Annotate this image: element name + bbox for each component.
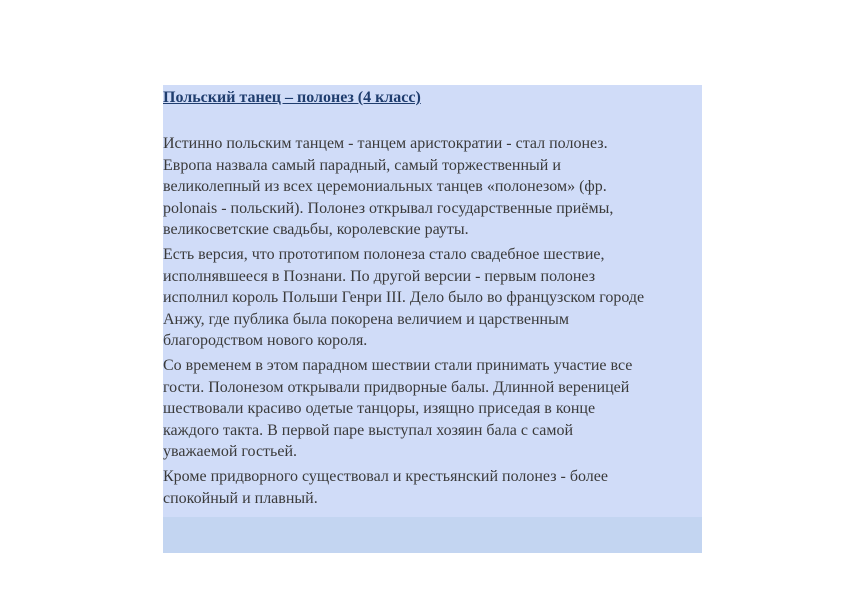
paragraph-3 <box>163 355 702 463</box>
paragraph-1 <box>163 133 702 241</box>
paragraph-line: polonais - польский). Полонез открывал государственные приёмы, <box>163 199 614 217</box>
paragraph-line: Есть версия, что прототипом полонеза стало свадебное шествие, <box>163 245 605 263</box>
paragraph-line: Кроме придворного существовал и крестьянский полонез - более <box>163 467 608 485</box>
paragraph-4 <box>163 466 702 509</box>
paragraph-line: исполнил король Польши Генри III. Дело было во французском городе <box>163 289 645 307</box>
paragraph-line: спокойный и плавный. <box>163 489 318 507</box>
paragraph-line: Европа назвала самый парадный, самый торжественный и <box>163 156 561 174</box>
text-content <box>163 85 702 509</box>
paragraph-line: Со временем в этом парадном шествии стали принимать участие все <box>163 356 633 374</box>
paragraph-line: каждого такта. В первой паре выступал хозяин бала с самой <box>163 421 574 439</box>
paragraph-line: Истинно польским танцем - танцем аристократии - стал полонез. <box>163 135 608 152</box>
paragraph-line: гости. Полонезом открывали придворные балы. Длинной вереницей <box>163 378 630 396</box>
paragraph-line: шествовали красиво одетые танцоры, изящно приседая в конце <box>163 400 596 418</box>
paragraph-line: Анжу, где публика была покорена величием и царственным <box>163 310 569 328</box>
document-title: Польский танец – полонез (4 класс) <box>163 89 421 106</box>
paragraph-line: исполнявшееся в Познани. По другой версии - первым полонез <box>163 267 596 285</box>
paragraph-line: великосветские свадьбы, королевские рауты. <box>163 221 469 239</box>
paragraph-2 <box>163 244 702 352</box>
text-box <box>163 85 702 553</box>
paragraph-line: уважаемой гостьей. <box>163 443 298 461</box>
paragraph-line: великолепный из всех церемониальных танцев «полонезом» (фр. <box>163 178 607 196</box>
text-box-bottom-band <box>163 517 702 553</box>
paragraph-line: благородством нового короля. <box>163 332 368 350</box>
